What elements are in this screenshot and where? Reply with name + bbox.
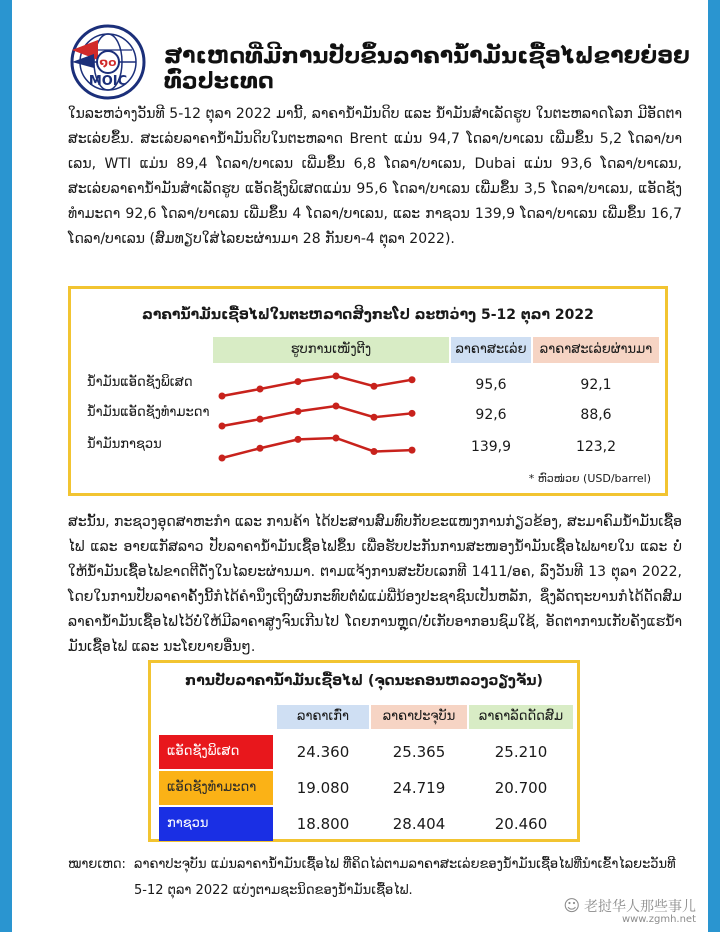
current-average-price: 139,9 xyxy=(470,439,512,455)
trend-point xyxy=(409,447,416,454)
previous-average-price: 123,2 xyxy=(575,439,617,455)
comparison-row xyxy=(71,433,665,463)
comparison-row xyxy=(71,371,665,401)
table-row xyxy=(151,807,577,841)
current-price: 24.719 xyxy=(392,779,446,797)
trend-point xyxy=(295,408,302,415)
header-trend: ຮູບການເໜັງຕີງ xyxy=(213,337,449,363)
adjusted-price: 20.460 xyxy=(494,815,548,833)
trend-point xyxy=(371,414,378,421)
adjusted-price: 25.210 xyxy=(494,743,548,761)
old-price: 18.800 xyxy=(296,815,350,833)
trend-line xyxy=(222,406,412,426)
comparison-row xyxy=(71,401,665,431)
fuel-name: ນ້ຳມັນແອັດຊັງພິເສດ xyxy=(87,375,193,390)
trend-point xyxy=(257,416,264,423)
table-row xyxy=(151,735,577,769)
adjusted-price: 20.700 xyxy=(494,779,548,797)
retail-price-table xyxy=(148,660,580,842)
fuel-label: ແອັດຊັງທຳມະດາ xyxy=(159,771,273,805)
watermark xyxy=(563,896,696,916)
trend-line xyxy=(222,376,412,396)
trend-sparkline xyxy=(217,433,417,463)
fuel-label: ແອັດຊັງພິເສດ xyxy=(159,735,273,769)
fuel-name: ນ້ຳມັນກາຊວນ xyxy=(87,437,162,452)
trend-point xyxy=(371,448,378,455)
intro-paragraph: ໃນລະຫວ່າງວັນທີ 5-12 ຕຸລາ 2022 ມານີ້, ລາຄານ້ຳມັນດິບ ແລະ ນ້ຳມັນສຳເລັດຮູບ ໃນຕະຫລາດໂລກ ມີອັດຕາສະເລ່ຍຂຶ້ນ. ສະເລ່ຍລາຄານ້ຳມັນດິບໃນຕະຫລາດ Brent ແມ່ນ 94,7 ໂດລາ/ບາເລນ ເພີ່ມຂຶ້ນ 5,2 ໂດລາ/ບາເລນ, WTI ແມ່ນ 89,4 ໂດລາ/ບາເລນ ເພີ່ມຂຶ້ນ 6,8 ໂດລາ/ບາເລນ, Dubai ແມ່ນ 93,6 ໂດລາ/ບາເລນ, ສະເລ່ຍລາຄານ້ຳມັນສຳເລັດຮູບ ແອັດຊັງພິເສດແມ່ນ 95,6 ໂດລາ/ບາເລນ ເພີ່ມຂຶ້ນ 3,5 ໂດລາ/ບາເລນ, ແອັດຊັງທຳມະດາ 92,6 ໂດລາ/ບາເລນ ເພີ່ມຂຶ້ນ 4 ໂດລາ/ບາເລນ, ແລະ ກາຊວນ 139,9 ໂດລາ/ບາເລນ ເພີ່ມຂຶ້ນ 16,7 ໂດລາ/ບາເລນ (ສົມທຽບໃສ່ໄລຍະຜ່ານມາ 28 ກັນຍາ-4 ຕຸລາ 2022). xyxy=(68,106,682,247)
table-row xyxy=(151,771,577,805)
header-previous-average: ລາຄາສະເລ່ຍຜ່ານມາ xyxy=(533,337,659,363)
previous-average-price: 88,6 xyxy=(580,407,612,423)
trend-point xyxy=(257,386,264,393)
watermark-url: www.zgmh.net xyxy=(621,914,696,925)
moic-logo xyxy=(60,16,156,112)
current-price: 25.365 xyxy=(392,743,446,761)
trend-point xyxy=(333,435,340,442)
previous-average-price: 92,1 xyxy=(580,377,612,393)
header-current-price: ລາຄາປະຈຸບັນ xyxy=(371,705,467,729)
trend-sparkline xyxy=(217,401,417,431)
singapore-price-box xyxy=(68,286,668,496)
globe-icon xyxy=(68,22,148,102)
trend-point xyxy=(409,376,416,383)
wechat-icon: ☺ xyxy=(563,896,580,915)
old-price: 24.360 xyxy=(296,743,350,761)
logo-text: MOIC xyxy=(88,74,128,89)
trend-point xyxy=(409,410,416,417)
retail-table-title: ການປັບລາຄານ້ຳມັນເຊື້ອໄຟ (ຈຸດນະຄອນຫລວງວຽງຈັນ) xyxy=(185,673,543,689)
watermark-label: 老挝华人那些事儿 xyxy=(584,899,696,915)
header-current-average: ລາຄາສະເລ່ຍ xyxy=(451,337,531,363)
fuel-label: ກາຊວນ xyxy=(159,807,273,841)
fuel-name: ນ້ຳມັນແອັດຊັງທຳມະດາ xyxy=(87,405,210,420)
header-adjusted-price: ລາຄາລັດດັດສົມ xyxy=(469,705,573,729)
unit-note: * ຫົວໜ່ວຍ (USD/barrel) xyxy=(528,472,651,485)
trend-point xyxy=(219,423,226,430)
current-average-price: 92,6 xyxy=(475,407,507,423)
comparison-title: ລາຄານ້ຳມັນເຊື້ອໄຟໃນຕະຫລາດສິງກະໂປ ລະຫວ່າງ 5-12 ຕຸລາ 2022 xyxy=(142,307,594,323)
svg-text:໑໐: ໑໐ xyxy=(99,56,117,69)
policy-paragraph: ສະນັ້ນ, ກະຊວງອຸດສາຫະກຳ ແລະ ການຄ້າ ໄດ້ປະສານສົມທົບກັບຂະແໜງການກ່ຽວຂ້ອງ, ສະມາຄົມນ້ຳມັນເຊື້ອໄຟ ແລະ ອາຍແກັສລາວ ປັບລາຄານ້ຳມັນເຊື້ອໄຟຂຶ້ນ ເພື່ອຮັບປະກັນການສະໜອງນ້ຳມັນເຊື້ອໄຟພາຍໃນ ແລະ ບໍ່ໃຫ້ນ້ຳມັນເຊື້ອໄຟຂາດຕີດັ່ງໃນໄລຍະຜ່ານມາ. ຕາມແຈ້ງການສະບັບເລກທີ 1411/ອຄ, ລົງວັນທີ 13 ຕຸລາ 2022, ໂດຍໃນການປັບລາຄາຄັ້ງນີ້ກໍໄດ້ຄຳນຶງເຖິງຜົນກະທົບຕໍ່ພໍ່ແມ່ພີ່ນ້ອງປະຊາຊົນເປັນຫລັກ, ຊຶ່ງລັດຖະບານກໍໄດ້ດັດສົມລາຄານ້ຳມັນເຊື້ອໄຟໄວ້ບໍ່ໃຫ້ມີລາຄາສູງຈົນເກີນໄປ ໂດຍການຫຼຸດ/ບໍ່ເກັບອາກອນຊົມໃຊ້, ອັດຕາການເກັບຄັງແຮນ້ຳມັນເຊື້ອໄຟ ແລະ ນະໂຍບາຍອື່ນໆ. xyxy=(68,514,682,655)
current-price: 28.404 xyxy=(392,815,446,833)
page-title: ສາເຫດທີ່ມີການປັບຂຶ້ນລາຄານ້ຳມັນເຊື້ອໄຟຂາຍຍ່ອຍທົ່ວປະເທດ xyxy=(164,44,690,94)
trend-point xyxy=(295,436,302,443)
trend-point xyxy=(371,383,378,390)
trend-sparkline xyxy=(217,371,417,401)
right-edge-bar xyxy=(708,0,720,932)
trend-point xyxy=(257,445,264,452)
current-average-price: 95,6 xyxy=(475,377,507,393)
trend-point xyxy=(333,373,340,380)
trend-point xyxy=(219,393,226,400)
trend-point xyxy=(219,455,226,462)
header-old-price: ລາຄາເກົ່າ xyxy=(277,705,369,729)
trend-point xyxy=(295,378,302,385)
left-edge-bar xyxy=(0,0,12,932)
trend-line xyxy=(222,438,412,458)
footnote-text: ລາຄາປະຈຸບັນ ແມ່ນລາຄານ້ຳມັນເຊື້ອໄຟ ທີ່ຄິດໄລ່ຕາມລາຄາສະເລ່ຍຂອງນ້ຳມັນເຊື້ອໄຟທີ່ນຳເຂົ້າໄລຍະວັນທີ 5-12 ຕຸລາ 2022 ແບ່ງຕາມຊະນິດຂອງນ້ຳມັນເຊື້ອໄຟ. xyxy=(134,857,676,898)
footnote-label: ໝາຍເຫດ: xyxy=(68,857,126,872)
trend-point xyxy=(333,403,340,410)
old-price: 19.080 xyxy=(296,779,350,797)
